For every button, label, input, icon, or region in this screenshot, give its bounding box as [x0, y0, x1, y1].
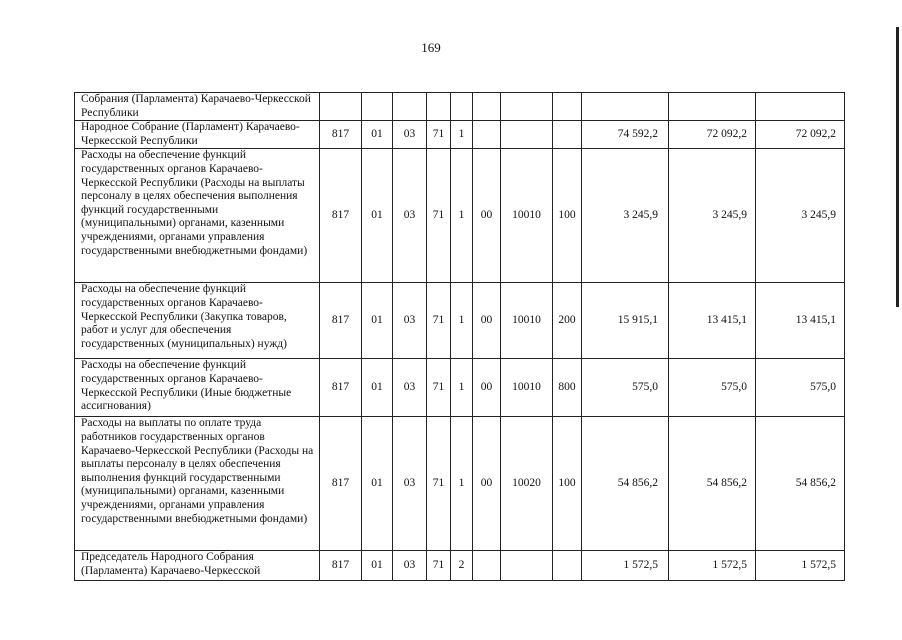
amount-year-3: 72 092,2: [756, 121, 845, 149]
section-code: 01: [362, 417, 393, 551]
subsection-code: 03: [393, 283, 427, 359]
expense-code: 10020: [501, 417, 553, 551]
page-edge-line: [896, 27, 899, 307]
subprogram-code: 1: [451, 283, 473, 359]
amount-year-3: 3 245,9: [756, 149, 845, 283]
direction-code: 00: [473, 283, 501, 359]
amount-year-2: 575,0: [669, 359, 756, 417]
admin-code: 817: [320, 149, 362, 283]
table-body: [75, 93, 845, 581]
amount-year-1: 3 245,9: [582, 149, 669, 283]
admin-code: 817: [320, 551, 362, 581]
admin-code: [320, 93, 362, 121]
amount-year-3: 13 415,1: [756, 283, 845, 359]
table-row: [75, 551, 845, 581]
admin-code: 817: [320, 283, 362, 359]
amount-year-1: [582, 93, 669, 121]
row-name: Расходы на выплаты по оплате труда работников государственных органов Карачаево-Черкесской Республики (Расходы на выплаты персоналу в целях обеспечения выполнения функций государственными (муниципальными) органами, казенными учреждениями, органами управления государственными внебюджетными фондами): [75, 417, 320, 551]
amount-year-1: 54 856,2: [582, 417, 669, 551]
amount-year-2: 72 092,2: [669, 121, 756, 149]
expense-type-code: 200: [553, 283, 582, 359]
row-name: Народное Собрание (Парламент) Карачаево-Черкесской Республики: [75, 121, 320, 149]
subsection-code: 03: [393, 359, 427, 417]
amount-year-2: 1 572,5: [669, 551, 756, 581]
section-code: [362, 93, 393, 121]
direction-code: [473, 93, 501, 121]
program-code: [427, 93, 451, 121]
expense-code: [501, 93, 553, 121]
subprogram-code: [451, 93, 473, 121]
direction-code: 00: [473, 359, 501, 417]
amount-year-1: 575,0: [582, 359, 669, 417]
amount-year-2: 13 415,1: [669, 283, 756, 359]
program-code: 71: [427, 283, 451, 359]
amount-year-1: 74 592,2: [582, 121, 669, 149]
program-code: 71: [427, 121, 451, 149]
program-code: 71: [427, 551, 451, 581]
amount-year-1: 15 915,1: [582, 283, 669, 359]
subsection-code: 03: [393, 149, 427, 283]
amount-year-2: 54 856,2: [669, 417, 756, 551]
subprogram-code: 1: [451, 121, 473, 149]
subprogram-code: 1: [451, 359, 473, 417]
row-name: Расходы на обеспечение функций государственных органов Карачаево-Черкесской Республики (Закупка товаров, работ и услуг для обеспечения государственных (муниципальных) нужд): [75, 283, 320, 359]
table-row: [75, 149, 845, 283]
expense-code: [501, 551, 553, 581]
expense-type-code: 100: [553, 417, 582, 551]
subsection-code: [393, 93, 427, 121]
admin-code: 817: [320, 121, 362, 149]
table-row: [75, 93, 845, 121]
direction-code: [473, 121, 501, 149]
table-row: [75, 417, 845, 551]
section-code: 01: [362, 121, 393, 149]
section-code: 01: [362, 551, 393, 581]
expense-code: [501, 121, 553, 149]
admin-code: 817: [320, 417, 362, 551]
subprogram-code: 2: [451, 551, 473, 581]
subsection-code: 03: [393, 417, 427, 551]
expense-type-code: 100: [553, 149, 582, 283]
budget-table: [74, 92, 845, 581]
subsection-code: 03: [393, 121, 427, 149]
expense-type-code: [553, 93, 582, 121]
section-code: 01: [362, 283, 393, 359]
table-row: [75, 359, 845, 417]
subprogram-code: 1: [451, 417, 473, 551]
amount-year-3: 1 572,5: [756, 551, 845, 581]
program-code: 71: [427, 149, 451, 283]
direction-code: 00: [473, 149, 501, 283]
direction-code: 00: [473, 417, 501, 551]
page-number: 169: [421, 40, 441, 55]
amount-year-3: 575,0: [756, 359, 845, 417]
subprogram-code: 1: [451, 149, 473, 283]
program-code: 71: [427, 359, 451, 417]
amount-year-1: 1 572,5: [582, 551, 669, 581]
amount-year-3: [756, 93, 845, 121]
row-name: Председатель Народного Собрания (Парламента) Карачаево-Черкесской: [75, 551, 320, 581]
amount-year-3: 54 856,2: [756, 417, 845, 551]
table-row: [75, 121, 845, 149]
program-code: 71: [427, 417, 451, 551]
table-row: [75, 283, 845, 359]
section-code: 01: [362, 149, 393, 283]
row-name: Расходы на обеспечение функций государственных органов Карачаево-Черкесской Республики (Расходы на выплаты персоналу в целях обеспечения выполнения функций государственными (муниципальными) органами, казенными учреждениями, органами управления государственными внебюджетными фондами): [75, 149, 320, 283]
subsection-code: 03: [393, 551, 427, 581]
expense-code: 10010: [501, 359, 553, 417]
expense-type-code: [553, 121, 582, 149]
amount-year-2: 3 245,9: [669, 149, 756, 283]
admin-code: 817: [320, 359, 362, 417]
section-code: 01: [362, 359, 393, 417]
amount-year-2: [669, 93, 756, 121]
row-name: Собрания (Парламента) Карачаево-Черкесской Республики: [75, 93, 320, 121]
expense-type-code: [553, 551, 582, 581]
direction-code: [473, 551, 501, 581]
expense-code: 10010: [501, 149, 553, 283]
expense-type-code: 800: [553, 359, 582, 417]
expense-code: 10010: [501, 283, 553, 359]
row-name: Расходы на обеспечение функций государственных органов Карачаево-Черкесской Республики (Иные бюджетные ассигнования): [75, 359, 320, 417]
